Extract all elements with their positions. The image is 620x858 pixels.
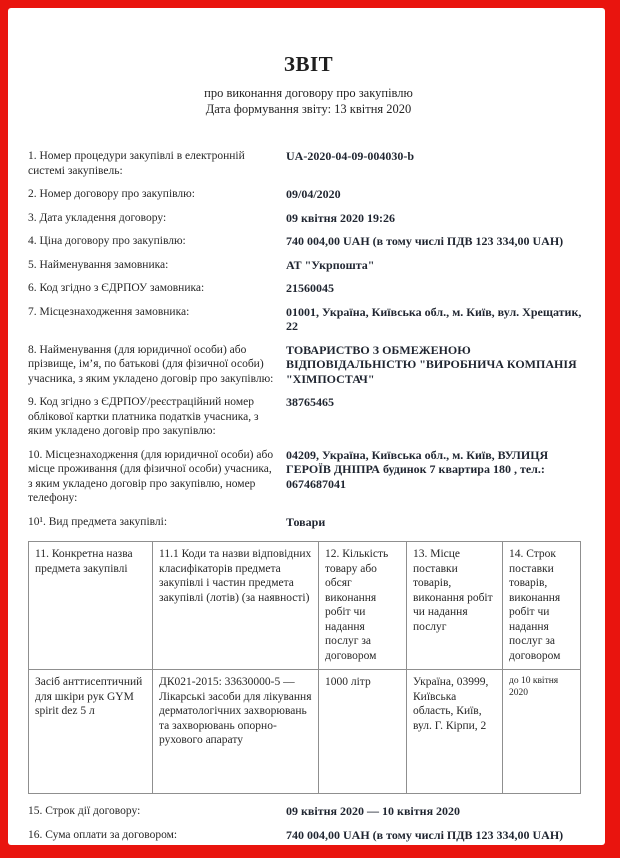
- field-row-contract-date: [28, 211, 589, 226]
- field-value: 04209, Україна, Київська обл., м. Київ, ВУЛИЦЯ ГЕРОЇВ ДНІПРА будинок 7 квартира 180 , тел.: 0674687041: [286, 447, 549, 491]
- field-label: 9. Код згідно з ЄДРПОУ/реєстраційний номер облікової картки платника податків учасника, з яким укладено договір про закупівлю:: [28, 396, 259, 437]
- table-header-row: [29, 542, 581, 670]
- report-page: [8, 8, 605, 845]
- report-title: ЗВІТ: [283, 52, 334, 76]
- field-label: 8. Найменування (для юридичної особи) або прізвище, ім’я, по батькові (для фізичної особи) учасника, з яким укладено договір про закупівлю:: [28, 343, 274, 385]
- field-label: 3. Дата укладення договору:: [28, 211, 167, 224]
- field-value: 09/04/2020: [286, 187, 341, 201]
- field-row-supplier-name: [28, 343, 589, 387]
- table-cell-quantity: 1000 літр: [319, 670, 407, 794]
- field-label: 10. Місцезнаходження (для юридичної особи) або місце проживання (для фізичної особи) учасника, з яким укладено договір про закупівлю, номер телефону:: [28, 448, 274, 504]
- field-value: 38765465: [286, 395, 334, 409]
- field-value: Товари: [286, 514, 326, 529]
- field-label: 5. Найменування замовника:: [28, 258, 169, 271]
- field-row-contract-number: [28, 187, 589, 202]
- field-label: 2. Номер договору про закупівлю:: [28, 188, 195, 200]
- field-value: АТ "Укрпошта": [286, 257, 375, 272]
- table-header-delivery-term: 14. Строк поставки товарів, виконання робіт чи надання послуг за договором: [503, 542, 581, 670]
- field-label: 10¹. Вид предмета закупівлі:: [28, 515, 168, 528]
- table-row: [29, 670, 581, 794]
- field-value: 21560045: [286, 281, 334, 295]
- report-subtitle-line2: Дата формування звіту: 13 квітня 2020: [205, 102, 412, 116]
- field-value: ТОВАРИСТВО З ОБМЕЖЕНОЮ ВІДПОВІДАЛЬНІСТЮ "ВИРОБНИЧА КОМПАНІЯ "ХІМПОСТАЧ": [286, 342, 577, 386]
- table-header-classifier-codes: 11.1 Коди та назви відповідних класифікаторів предмета закупівлі і частин предмета закупівлі (лотів) (за наявності): [153, 542, 319, 670]
- field-row-buyer-edrpou: [28, 281, 589, 296]
- field-label: 4. Ціна договору про закупівлю:: [28, 235, 186, 247]
- field-row-supplier-edrpou: [28, 395, 589, 439]
- field-row-supplier-location: [28, 448, 589, 506]
- report-header: [28, 52, 589, 117]
- field-label: 15. Строк дії договору:: [28, 805, 141, 817]
- table-header-item-name: 11. Конкретна назва предмета закупівлі: [29, 542, 153, 670]
- table-cell-item-name: Засіб анттисептичний для шкіри рук GYM spirit dez 5 л: [29, 670, 153, 794]
- field-value: 09 квітня 2020 — 10 квітня 2020: [286, 804, 461, 818]
- field-row-buyer-location: [28, 305, 589, 334]
- table-cell-delivery-term: до 10 квітня 2020: [503, 670, 581, 794]
- field-value: 09 квітня 2020 19:26: [286, 210, 396, 225]
- field-row-contract-price: [28, 234, 589, 249]
- field-value: 01001, Україна, Київська обл., м. Київ, вул. Хрещатик, 22: [286, 304, 582, 333]
- field-label: 6. Код згідно з ЄДРПОУ замовника:: [28, 282, 205, 294]
- table-cell-classifier-codes: ДК021-2015: 33630000-5 — Лікарські засоби для лікування дерматологічних захворювань та захворювань опорно-рухового апарату: [153, 670, 319, 794]
- field-value: 740 004,00 UAH (в тому числі ПДВ 123 334,00 UAH): [286, 234, 564, 248]
- field-row-buyer-name: [28, 258, 589, 273]
- procurement-items-table: [28, 541, 581, 794]
- field-value: UA-2020-04-09-004030-b: [286, 149, 414, 163]
- field-row-procedure-number: [28, 149, 589, 178]
- table-header-delivery-place: 13. Місце поставки товарів, виконання робіт чи надання послуг: [407, 542, 503, 670]
- report-subtitle-line1: про виконання договору про закупівлю: [204, 86, 413, 100]
- field-row-payment-amount: [28, 828, 589, 843]
- field-row-procurement-kind: [28, 515, 589, 530]
- field-label: 16. Сума оплати за договором:: [28, 828, 178, 841]
- field-label: 7. Місцезнаходження замовника:: [28, 305, 190, 318]
- field-row-contract-validity: [28, 804, 589, 819]
- field-value: 740 004,00 UAH (в тому числі ПДВ 123 334,00 UAH): [286, 827, 564, 842]
- table-cell-delivery-place: Україна, 03999, Київська область, Київ, вул. Г. Кірпи, 2: [407, 670, 503, 794]
- field-label: 1. Номер процедури закупівлі в електронній системі закупівель:: [28, 150, 245, 177]
- table-header-quantity: 12. Кількість товару або обсяг виконання робіт чи надання послуг за договором: [319, 542, 407, 670]
